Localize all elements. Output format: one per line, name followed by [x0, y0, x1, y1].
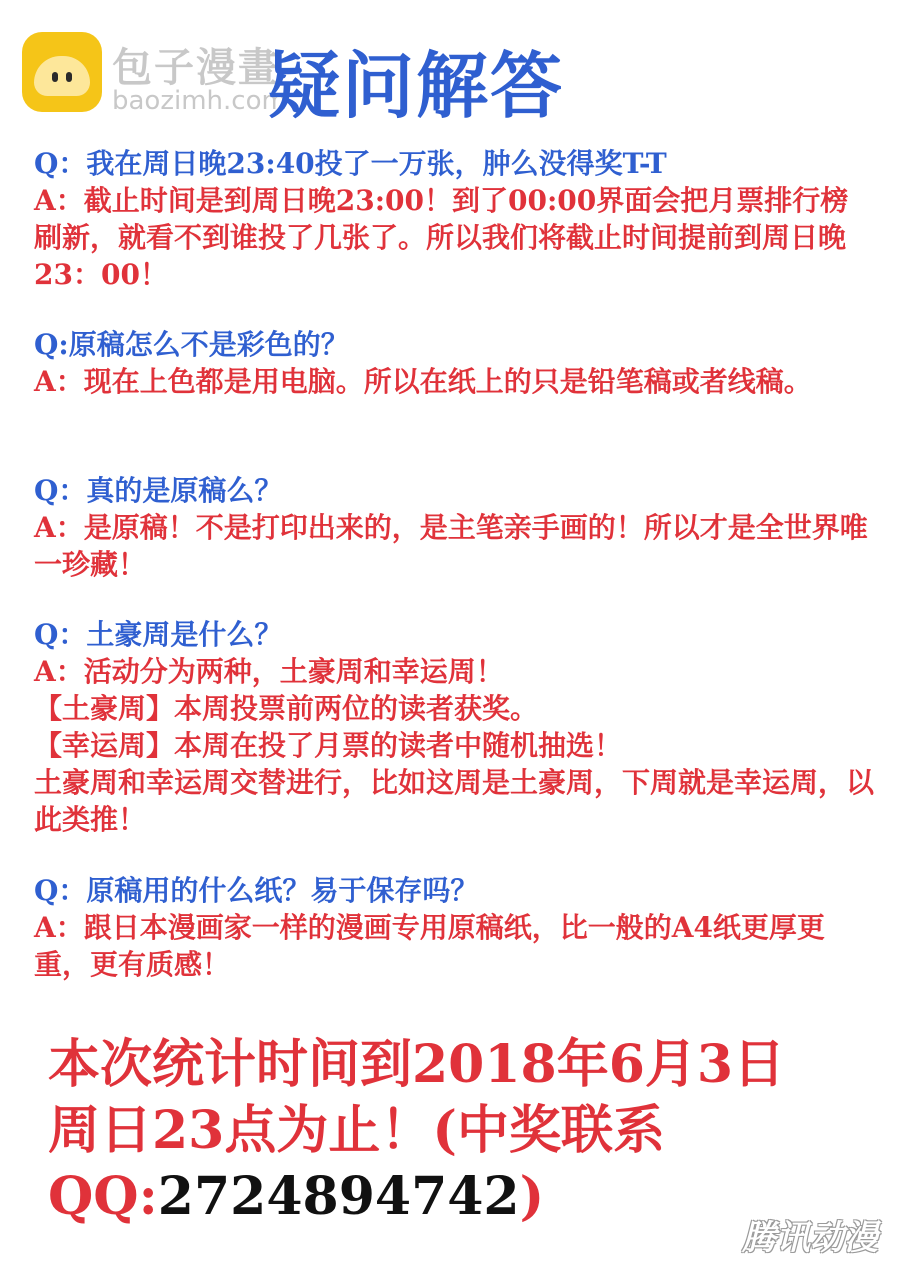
footer-line-1: 本次统计时间到2018年6月3日	[48, 1034, 786, 1095]
qa-block-3	[34, 472, 874, 583]
tencent-comics-watermark: 腾讯动漫	[742, 1218, 878, 1258]
footer-notice	[48, 1032, 888, 1230]
qq-label: QQ:	[48, 1166, 158, 1227]
left-eye	[52, 72, 58, 82]
qa-block-1	[34, 145, 874, 293]
site-url: baozimh.com	[112, 86, 287, 116]
answer-3: A：是原稿！不是打印出来的，是主笔亲手画的！所以才是全世界唯一珍藏！	[34, 511, 868, 581]
page-title: 疑问解答	[268, 44, 565, 128]
answer-4-tuhao: 【土豪周】本周投票前两位的读者获奖。	[34, 692, 539, 725]
baozi-logo-icon	[22, 32, 102, 112]
answer-5: A：跟日本漫画家一样的漫画专用原稿纸，比一般的A4纸更厚更重，更有质感！	[34, 911, 825, 981]
answer-2: A：现在上色都是用电脑。所以在纸上的只是铅笔稿或者线稿。	[34, 365, 812, 398]
question-4: Q：土豪周是什么？	[34, 618, 283, 651]
answer-4: A：活动分为两种，土豪周和幸运周！	[34, 655, 504, 688]
qq-number: 2724894742	[157, 1166, 520, 1227]
right-eye	[66, 72, 72, 82]
footer-line-2: 周日23点为止！(中奖联系	[48, 1100, 665, 1161]
answer-4-lucky: 【幸运周】本周在投了月票的读者中随机抽选！	[34, 729, 623, 762]
question-2: Q:原稿怎么不是彩色的？	[34, 328, 349, 361]
bun-face	[34, 56, 90, 96]
footer-close-paren: )	[519, 1166, 545, 1227]
qa-block-4	[34, 616, 874, 838]
question-5: Q：原稿用的什么纸？易于保存吗？	[34, 874, 479, 907]
site-name: 包子漫畫	[112, 45, 280, 91]
question-1: Q：我在周日晚23:40投了一万张，肿么没得奖T-T	[34, 147, 667, 180]
answer-4-rotation: 土豪周和幸运周交替进行，比如这周是土豪周，下周就是幸运周，以此类推！	[34, 766, 875, 836]
qa-block-2	[34, 326, 874, 400]
qa-block-5	[34, 872, 874, 983]
question-3: Q：真的是原稿么？	[34, 474, 283, 507]
answer-1: A：截止时间是到周日晚23:00！到了00:00界面会把月票排行榜刷新，就看不到谁投了几张了。所以我们将截止时间提前到周日晚23：00！	[34, 184, 849, 291]
